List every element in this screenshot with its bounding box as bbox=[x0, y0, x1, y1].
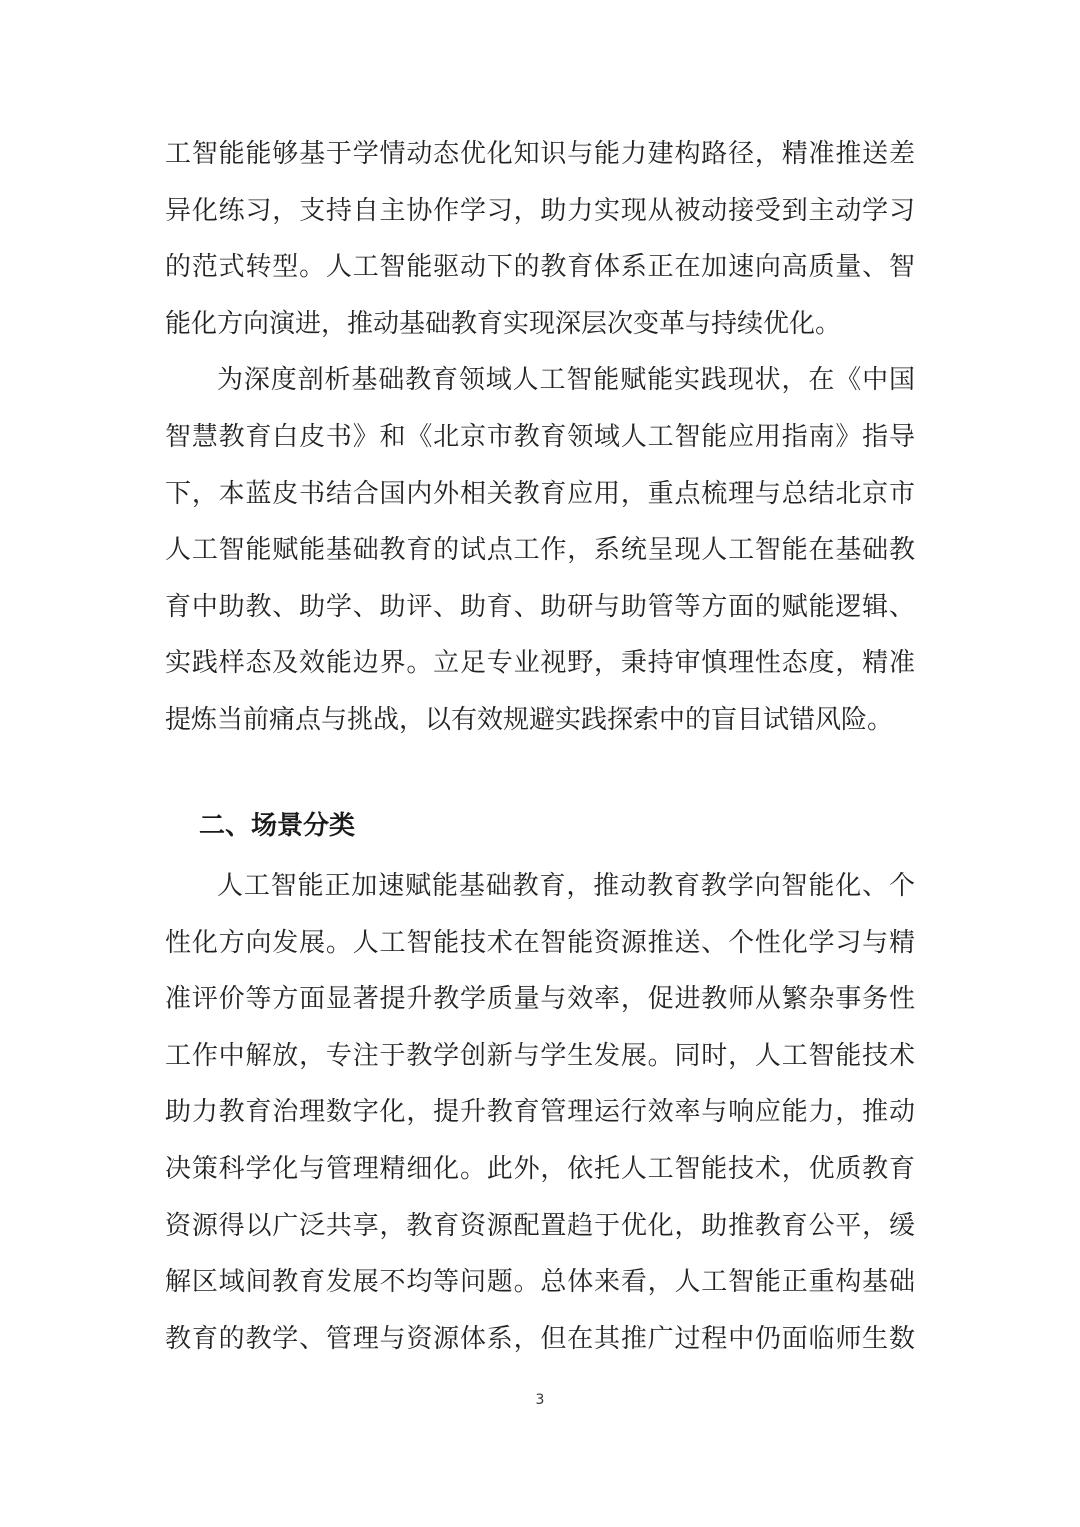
paragraph-line: 为深度剖析基础教育领域人工智能赋能实践现状，在《中国 bbox=[217, 365, 915, 396]
paragraph-line: 能化方向演进，推动基础教育实现深层次变革与持续优化。 bbox=[165, 308, 842, 339]
paragraph-line: 助力教育治理数字化，提升教育管理运行效率与响应能力，推动 bbox=[165, 1097, 915, 1128]
section-1-text bbox=[165, 126, 915, 749]
paragraph-line: 下，本蓝皮书结合国内外相关教育应用，重点梳理与总结北京市 bbox=[165, 478, 915, 509]
paragraph-line: 育中助教、助学、助评、助育、助研与助管等方面的赋能逻辑、 bbox=[165, 591, 915, 622]
paragraph-line: 资源得以广泛共享，教育资源配置趋于优化，助推教育公平，缓 bbox=[165, 1210, 915, 1241]
paragraph-line: 提炼当前痛点与挑战，以有效规避实践探索中的盲目试错风险。 bbox=[165, 704, 894, 735]
paragraph-line: 的范式转型。人工智能驱动下的教育体系正在加速向高质量、智 bbox=[165, 252, 915, 283]
paragraph-line: 工智能能够基于学情动态优化知识与能力建构路径，精准推送差 bbox=[165, 139, 915, 169]
paragraph-line: 人工智能正加速赋能基础教育，推动教育教学向智能化、个 bbox=[217, 871, 915, 901]
paragraph-line: 智慧教育白皮书》和《北京市教育领域人工智能应用指南》指导 bbox=[165, 421, 915, 452]
paragraph-line: 工作中解放，专注于教学创新与学生发展。同时，人工智能技术 bbox=[165, 1040, 915, 1071]
paragraph-line: 实践样态及效能边界。立足专业视野，秉持审慎理性态度，精准 bbox=[165, 648, 915, 679]
paragraph-line: 准评价等方面显著提升教学质量与效率，促进教师从繁杂事务性 bbox=[165, 984, 915, 1015]
page-number: 3 bbox=[535, 1392, 545, 1408]
paragraph-line: 性化方向发展。人工智能技术在智能资源推送、个性化学习与精 bbox=[165, 927, 915, 958]
section-2-text bbox=[165, 858, 915, 1367]
section-heading: 二、场景分类 bbox=[199, 811, 356, 841]
paragraph-line: 决策科学化与管理精细化。此外，依托人工智能技术，优质教育 bbox=[165, 1153, 915, 1184]
paragraph-line: 解区域间教育发展不均等问题。总体来看，人工智能正重构基础 bbox=[165, 1267, 915, 1298]
paragraph-line: 教育的教学、管理与资源体系，但在其推广过程中仍面临师生数 bbox=[165, 1323, 915, 1354]
paragraph-line: 异化练习，支持自主协作学习，助力实现从被动接受到主动学习 bbox=[165, 195, 915, 226]
paragraph-line: 人工智能赋能基础教育的试点工作，系统呈现人工智能在基础教 bbox=[165, 535, 915, 566]
